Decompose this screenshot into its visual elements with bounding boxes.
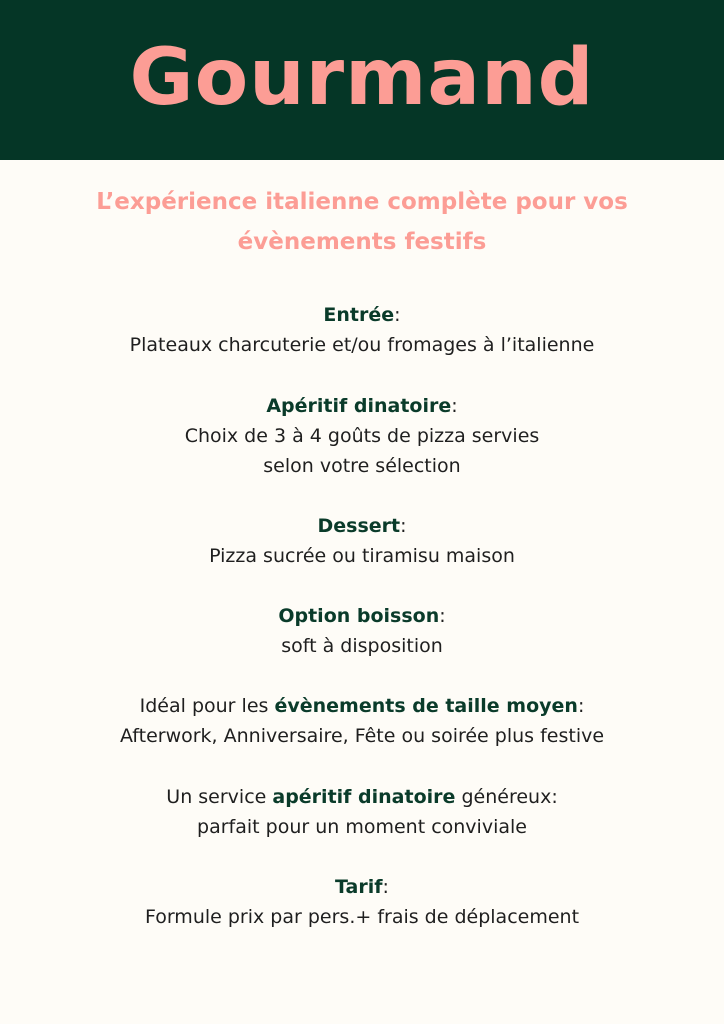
section-heading: évènements de taille moyen (274, 695, 578, 717)
section-tarif (0, 872, 724, 932)
section-heading-line (0, 601, 724, 631)
section-text: Plateaux charcuterie et/ou fromages à l’italienne (129, 334, 595, 356)
section-colon: : (439, 605, 446, 627)
section-colon: : (382, 876, 389, 898)
subtitle-line-1: L’expérience italienne complète pour vos (96, 189, 628, 215)
section-colon: : (394, 304, 401, 326)
section-heading: Tarif (335, 876, 383, 898)
section-colon: : (400, 515, 407, 537)
section-entree (0, 300, 724, 360)
section-colon: : (577, 695, 585, 717)
section-heading: Dessert (317, 515, 401, 537)
section-heading-line (0, 511, 724, 541)
section-heading-line (0, 391, 724, 421)
section-text: Formule prix par pers.+ frais de déplacement (144, 906, 580, 928)
section-text: Afterwork, Anniversaire, Fête ou soirée plus festive (119, 725, 605, 747)
section-text: parfait pour un moment conviviale (197, 816, 527, 838)
section-heading-line (0, 872, 724, 902)
section-heading: apéritif dinatoire (272, 786, 456, 808)
header-banner (0, 0, 724, 160)
section-ideal (0, 691, 724, 751)
section-option-boisson (0, 601, 724, 661)
section-heading-line (0, 691, 724, 721)
section-aperitif (0, 391, 724, 481)
section-heading: Option boisson (278, 605, 440, 627)
brand-title: Gourmand (129, 33, 595, 123)
section-text: selon votre sélection (263, 455, 461, 477)
subtitle-line-2: évènements festifs (237, 229, 487, 255)
section-dessert (0, 511, 724, 571)
section-heading: Apéritif dinatoire (266, 395, 452, 417)
section-colon: généreux: (455, 786, 558, 808)
section-heading: Entrée (323, 304, 395, 326)
section-service (0, 782, 724, 842)
section-heading-line (0, 300, 724, 330)
section-heading-line (0, 782, 724, 812)
section-text: Choix de 3 à 4 goûts de pizza servies (184, 425, 540, 447)
section-prefix: Un service (166, 786, 273, 808)
section-colon: : (451, 395, 458, 417)
section-text: soft à disposition (281, 635, 443, 657)
section-text: Pizza sucrée ou tiramisu maison (209, 545, 515, 567)
section-prefix: Idéal pour les (139, 695, 275, 717)
subtitle (20, 182, 704, 262)
